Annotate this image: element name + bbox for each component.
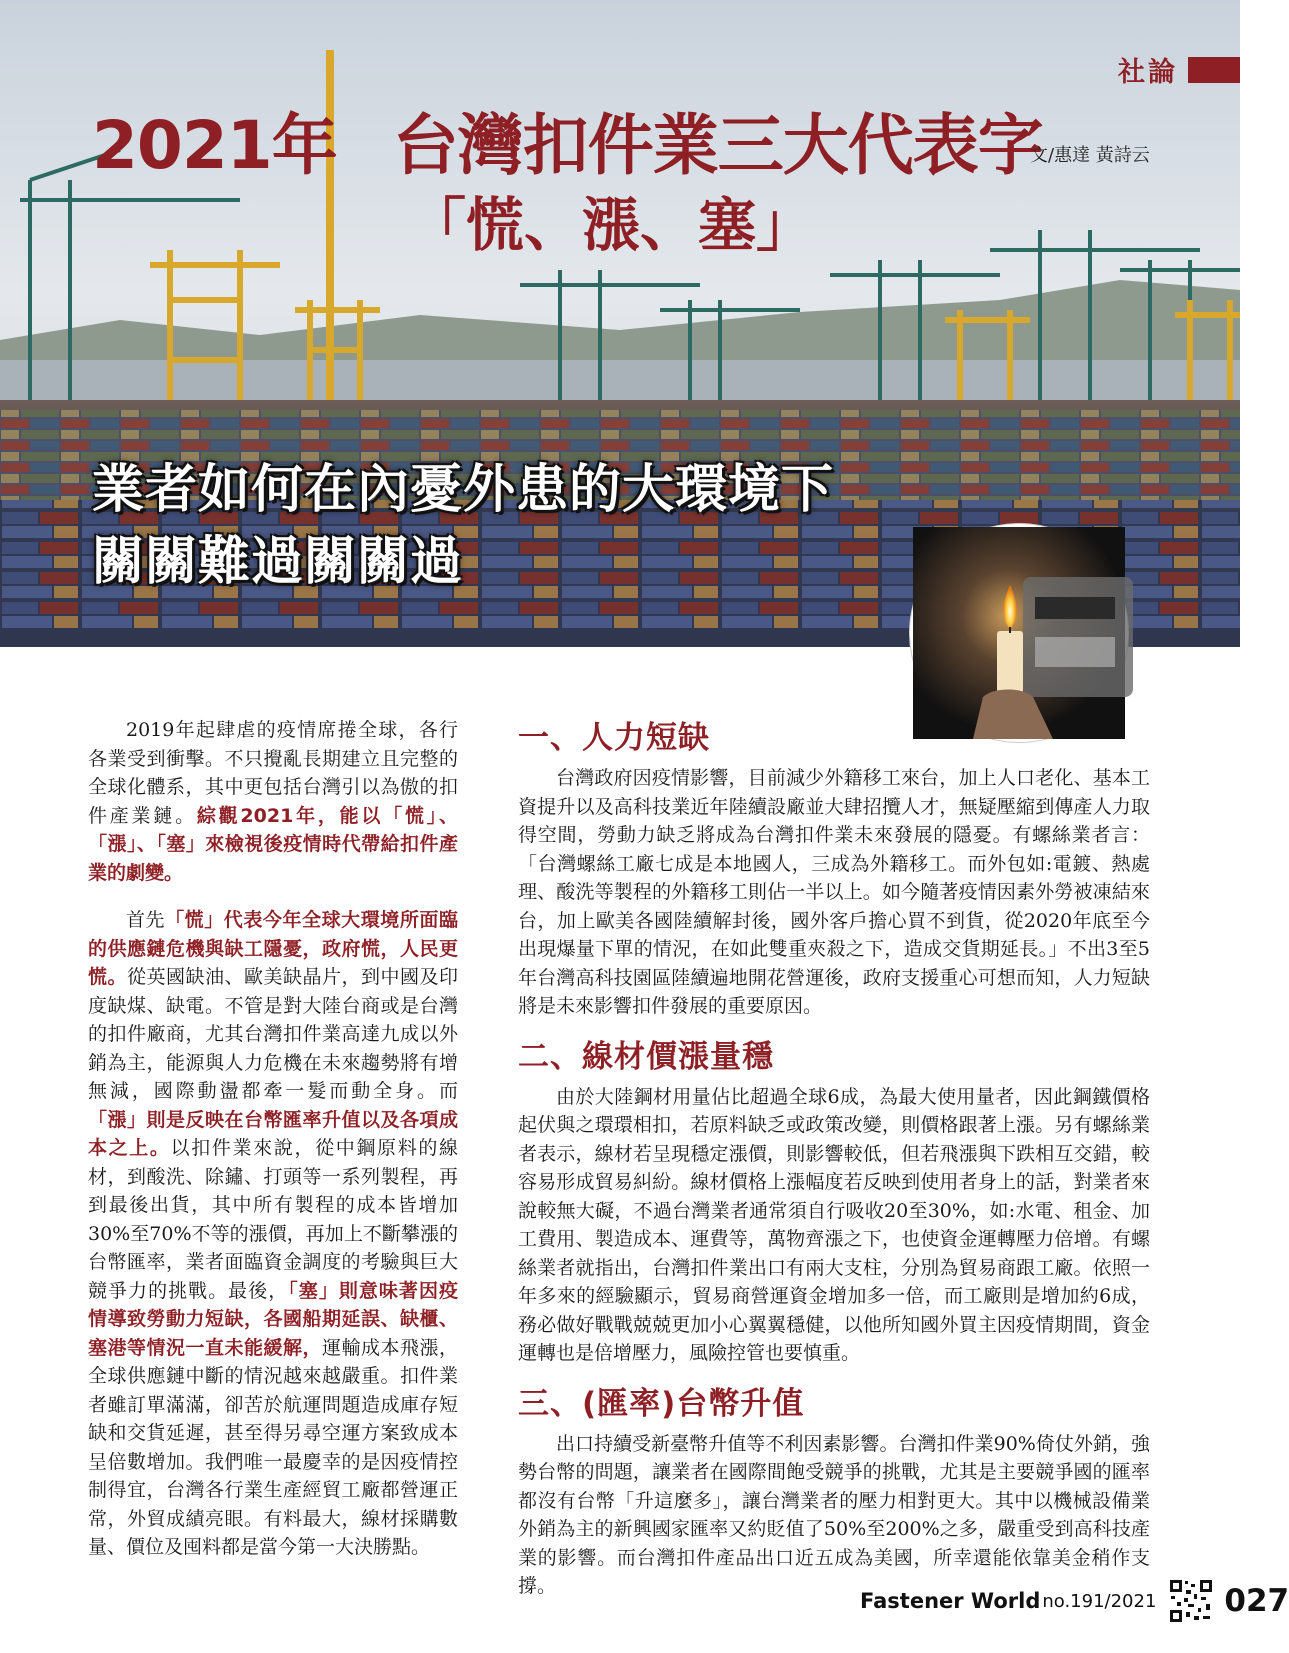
qr-code-icon[interactable] bbox=[1168, 1578, 1214, 1624]
heading-labor-shortage: 一、人力短缺 bbox=[518, 720, 710, 756]
highlight-zhang: 「漲」則是反映在台幣匯率升值以及各項成本之上。 bbox=[88, 1108, 458, 1159]
subtitle-line-2: 關關難過關關過 bbox=[92, 532, 464, 592]
heading-exchange-rate: 三、(匯率)台幣升值 bbox=[518, 1385, 805, 1422]
heading-wire-price: 二、線材價漲量穩 bbox=[518, 1038, 774, 1075]
section-tag bbox=[1118, 50, 1240, 89]
page-number: 027 bbox=[1224, 1583, 1289, 1619]
title-line-2: 「慌、漲、塞」 bbox=[408, 191, 815, 259]
candle-meter-photo bbox=[910, 524, 1128, 742]
left-column bbox=[88, 716, 458, 1562]
section-3-text: 出口持續受新臺幣升值等不利因素影響。台灣扣件業90%倚仗外銷，強勢台幣的問題，讓業者在國際間飽受競爭的挑戰，尤其是主要競爭國的匯率都沒有台幣「升這麼多」，讓台灣業者的壓力相對更大。其中以機械設備業外銷為主的新興國家匯率又約貶值了50%至200%之多，嚴重受到高科技產業的影響。而台灣扣件產品出口近五成為美國，所幸還能依靠美金稍作支撐。 bbox=[518, 1432, 1150, 1597]
subtitle-line-1: 業者如何在內憂外患的大環境下 bbox=[92, 460, 835, 520]
body-paragraph: 首先「慌」代表今年全球大環境所面臨的供應鏈危機與缺工隱憂，政府慌，人民更慌。從英國缺油、歐美缺晶片，到中國及印度缺煤、缺電。不管是對大陸台商或是台灣的扣件廠商，尤其台灣扣件業高達九成以外銷為主，能源與人力危機在未來趨勢將有增無減，國際動盪都牽一髮而動全身。而「漲」則是反映在台幣匯率升值以及各項成本之上。以扣件業來說，從中鋼原料的線材，到酸洗、除鏽、打頭等一系列製程，再到最後出貨，其中所有製程的成本皆增加30%至70%不等的漲價，再加上不斷攀漲的台幣匯率，業者面臨資金調度的考驗與巨大競爭力的挑戰。最後，「塞」則意味著因疫情導致勞動力短缺，各國船期延誤、缺櫃、塞港等情況一直未能緩解，運輸成本飛漲，全球供應鏈中斷的情況越來越嚴重。扣件業者雖訂單滿滿，卻苦於航運問題造成庫存短缺和交貨延遲，甚至得另尋空運方案致成本呈倍數增加。我們唯一最慶幸的是因疫情控制得宜，台灣各行業生產經貿工廠都營運正常，外貿成績亮眼。有料最大，線材採購數量、價位及囤料都是當今第一大決勝點。 bbox=[88, 909, 458, 1558]
section-label: 社論 bbox=[1118, 57, 1178, 88]
intro-highlight: 綜觀2021年，能以「慌」、「漲」、「塞」來檢視後疫情時代帶給扣件產業的劇變。 bbox=[88, 804, 458, 884]
page-footer bbox=[860, 1578, 1289, 1624]
title-main: 台灣扣件業三大代表字 bbox=[392, 107, 1043, 184]
candle-icon bbox=[913, 527, 1125, 739]
author-byline: 文/惠達 黃詩云 bbox=[1030, 145, 1150, 166]
section-2-text: 由於大陸鋼材用量佔比超過全球6成，為最大使用量者，因此鋼鐵價格起伏與之環環相扣，若原料缺乏或政策改變，則價格跟著上漲。另有螺絲業者表示，線材若呈現穩定漲價，則影響較低，但若飛漲與下跌相互交錯，較容易形成貿易糾紛。線材價格上漲幅度若反映到使用者身上的話，對業者來說較無大礙，不過台灣業者通常須自行吸收20至30%，如:水電、租金、加工費用、製造成本、運費等，萬物齊漲之下，也使資金運轉壓力倍增。有螺絲業者就指出，台灣扣件業出口有兩大支柱，分別為貿易商跟工廠。依照一年多來的經驗顯示，貿易商營運資金增加多一倍，而工廠則是增加約6成，務必做好戰戰兢兢更加小心翼翼穩健，以他所知國外買主因疫情期間，資金運轉也是倍增壓力，風險控管也要慎重。 bbox=[518, 1085, 1150, 1364]
title-line-1 bbox=[92, 92, 1043, 187]
title-year: 2021年 bbox=[92, 107, 337, 184]
intro-paragraph: 2019年起肆虐的疫情席捲全球，各行各業受到衝擊。不只攪亂長期建立且完整的全球化體系，其中更包括台灣引以為傲的扣件產業鏈。綜觀2021年，能以「慌」、「漲」、「塞」來檢視後疫情時代帶給扣件產業的劇變。 bbox=[88, 719, 458, 884]
highlight-sai: 「塞」則意味著因疫情導致勞動力短缺，各國船期延誤、缺櫃、塞港等情況一直未能緩解， bbox=[88, 1279, 458, 1359]
issue-number: no.191/2021 bbox=[1042, 1590, 1157, 1612]
right-column bbox=[518, 716, 1150, 1601]
section-bar bbox=[1188, 57, 1240, 83]
section-1-text: 台灣政府因疫情影響，目前減少外籍移工來台，加上人口老化、基本工資提升以及高科技業近年陸續設廠並大肆招攬人才，無疑壓縮到傳產人力取得空間，勞動力缺乏將成為台灣扣件業未來發展的隱憂。有螺絲業者言：「台灣螺絲工廠七成是本地國人，三成為外籍移工。而外包如:電鍍、熱處理、酸洗等製程的外籍移工則佔一半以上。如今隨著疫情因素外勞被凍結來台，加上歐美各國陸續解封後，國外客戶擔心買不到貨，從2020年底至今出現爆量下單的情況，在如此雙重夾殺之下，造成交貨期延長。」不出3至5年台灣高科技園區陸續遍地開花營運後，政府支援重心可想而知，人力短缺將是未來影響扣件發展的重要原因。 bbox=[518, 767, 1150, 1017]
highlight-huang: 「慌」代表今年全球大環境所面臨的供應鏈危機與缺工隱憂，政府慌，人民更慌。 bbox=[88, 909, 458, 988]
magazine-name: Fastener World bbox=[860, 1589, 1041, 1613]
